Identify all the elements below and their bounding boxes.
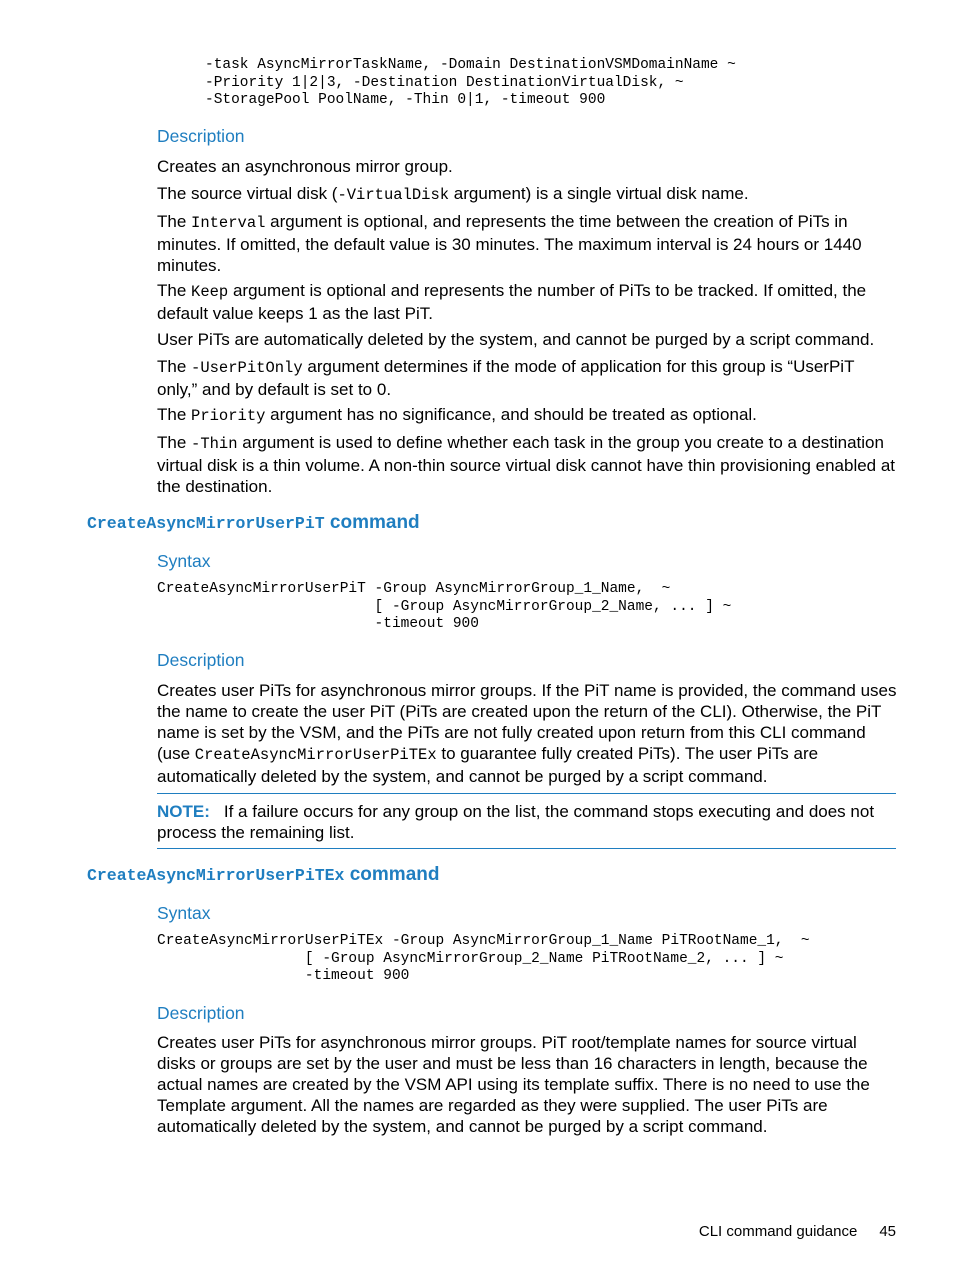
paragraph: The source virtual disk (-VirtualDisk argument) is a single virtual disk name. (157, 184, 749, 204)
paragraph: The Priority argument has no significance, and should be treated as optional. (157, 405, 757, 425)
syntax-heading: Syntax (157, 903, 211, 923)
description-heading: Description (157, 650, 245, 670)
paragraph: User PiTs are automatically deleted by the system, and cannot be purged by a script command. (157, 330, 875, 349)
page-footer (699, 1222, 896, 1242)
paragraph: The -UserPitOnly argument determines if the mode of application for this group is “UserPiT only,” and by default is set to 0. (157, 357, 855, 399)
paragraph: Creates user PiTs for asynchronous mirror groups. PiT root/template names for source virtual disks or groups are set by the user and must be less than 16 characters in length, because the actual names are created by the VSM API using its template suffix. There is no need to use the Template argument. All the names are regarded as they were supplied. The user PiTs are automatically deleted by the system, and cannot be purged by a script command. (157, 1033, 870, 1136)
paragraph: The Interval argument is optional, and represents the time between the creation of PiTs in minutes. If omitted, the default value is 30 minutes. The maximum interval is 24 hours or 1440 minutes. (157, 212, 862, 275)
inline-code: Interval (191, 214, 266, 232)
note-box (157, 793, 896, 849)
inline-code: CreateAsyncMirrorUserPiTEx (194, 746, 437, 764)
paragraph: Creates an asynchronous mirror group. (157, 157, 453, 176)
page-number: 45 (879, 1223, 896, 1240)
description-heading: Description (157, 126, 245, 146)
syntax-block-top: -task AsyncMirrorTaskName, -Domain DestinationVSMDomainName ~ -Priority 1|2|3, -Destination DestinationVirtualDisk, ~ -StoragePool PoolName, -Thin 0|1, -timeout 900 (205, 57, 736, 109)
inline-code: -VirtualDisk (337, 186, 450, 204)
paragraph: The -Thin argument is used to define whether each task in the group you create to a destination virtual disk is a thin volume. A non-thin source virtual disk cannot have thin provisioning enabled at the destination. (157, 433, 896, 496)
inline-code: Keep (191, 283, 229, 301)
section-heading-createasyncmirroruserpitex: CreateAsyncMirrorUserPiTEx command (87, 864, 440, 885)
footer-title: CLI command guidance (698, 1223, 858, 1240)
note-label: NOTE: (157, 802, 210, 821)
syntax-block: CreateAsyncMirrorUserPiTEx -Group AsyncMirrorGroup_1_Name PiTRootName_1, ~ [ -Group AsyncMirrorGroup_2_Name PiTRootName_2, ... ] ~ -timeout 900 (157, 933, 810, 985)
paragraph: Creates user PiTs for asynchronous mirror groups. If the PiT name is provided, the command uses the name to create the user PiT (PiTs are created upon the return of the CLI). Otherwise, the PiT name is set by the VSM, and the PiTs are not fully created upon return from this CLI command (use CreateAsyncMirrorUserPiTEx to guarantee fully created PiTs). The user PiTs are automatically deleted by the system, and cannot be purged by a script command. (157, 681, 897, 786)
syntax-heading: Syntax (157, 551, 211, 571)
section-heading-createasyncmirroruserpit: CreateAsyncMirrorUserPiT command (87, 512, 420, 533)
paragraph: The Keep argument is optional and represents the number of PiTs to be tracked. If omitted, the default value keeps 1 as the last PiT. (157, 281, 867, 323)
inline-code: -UserPitOnly (191, 359, 303, 377)
inline-code: -Thin (191, 435, 238, 453)
description-heading: Description (157, 1003, 245, 1023)
note-text: If a failure occurs for any group on the list, the command stops executing and does not process the remaining list. (157, 802, 875, 842)
inline-code: Priority (191, 407, 266, 425)
syntax-block: CreateAsyncMirrorUserPiT -Group AsyncMirrorGroup_1_Name, ~ [ -Group AsyncMirrorGroup_2_Name, ... ] ~ -timeout 900 (157, 581, 732, 633)
